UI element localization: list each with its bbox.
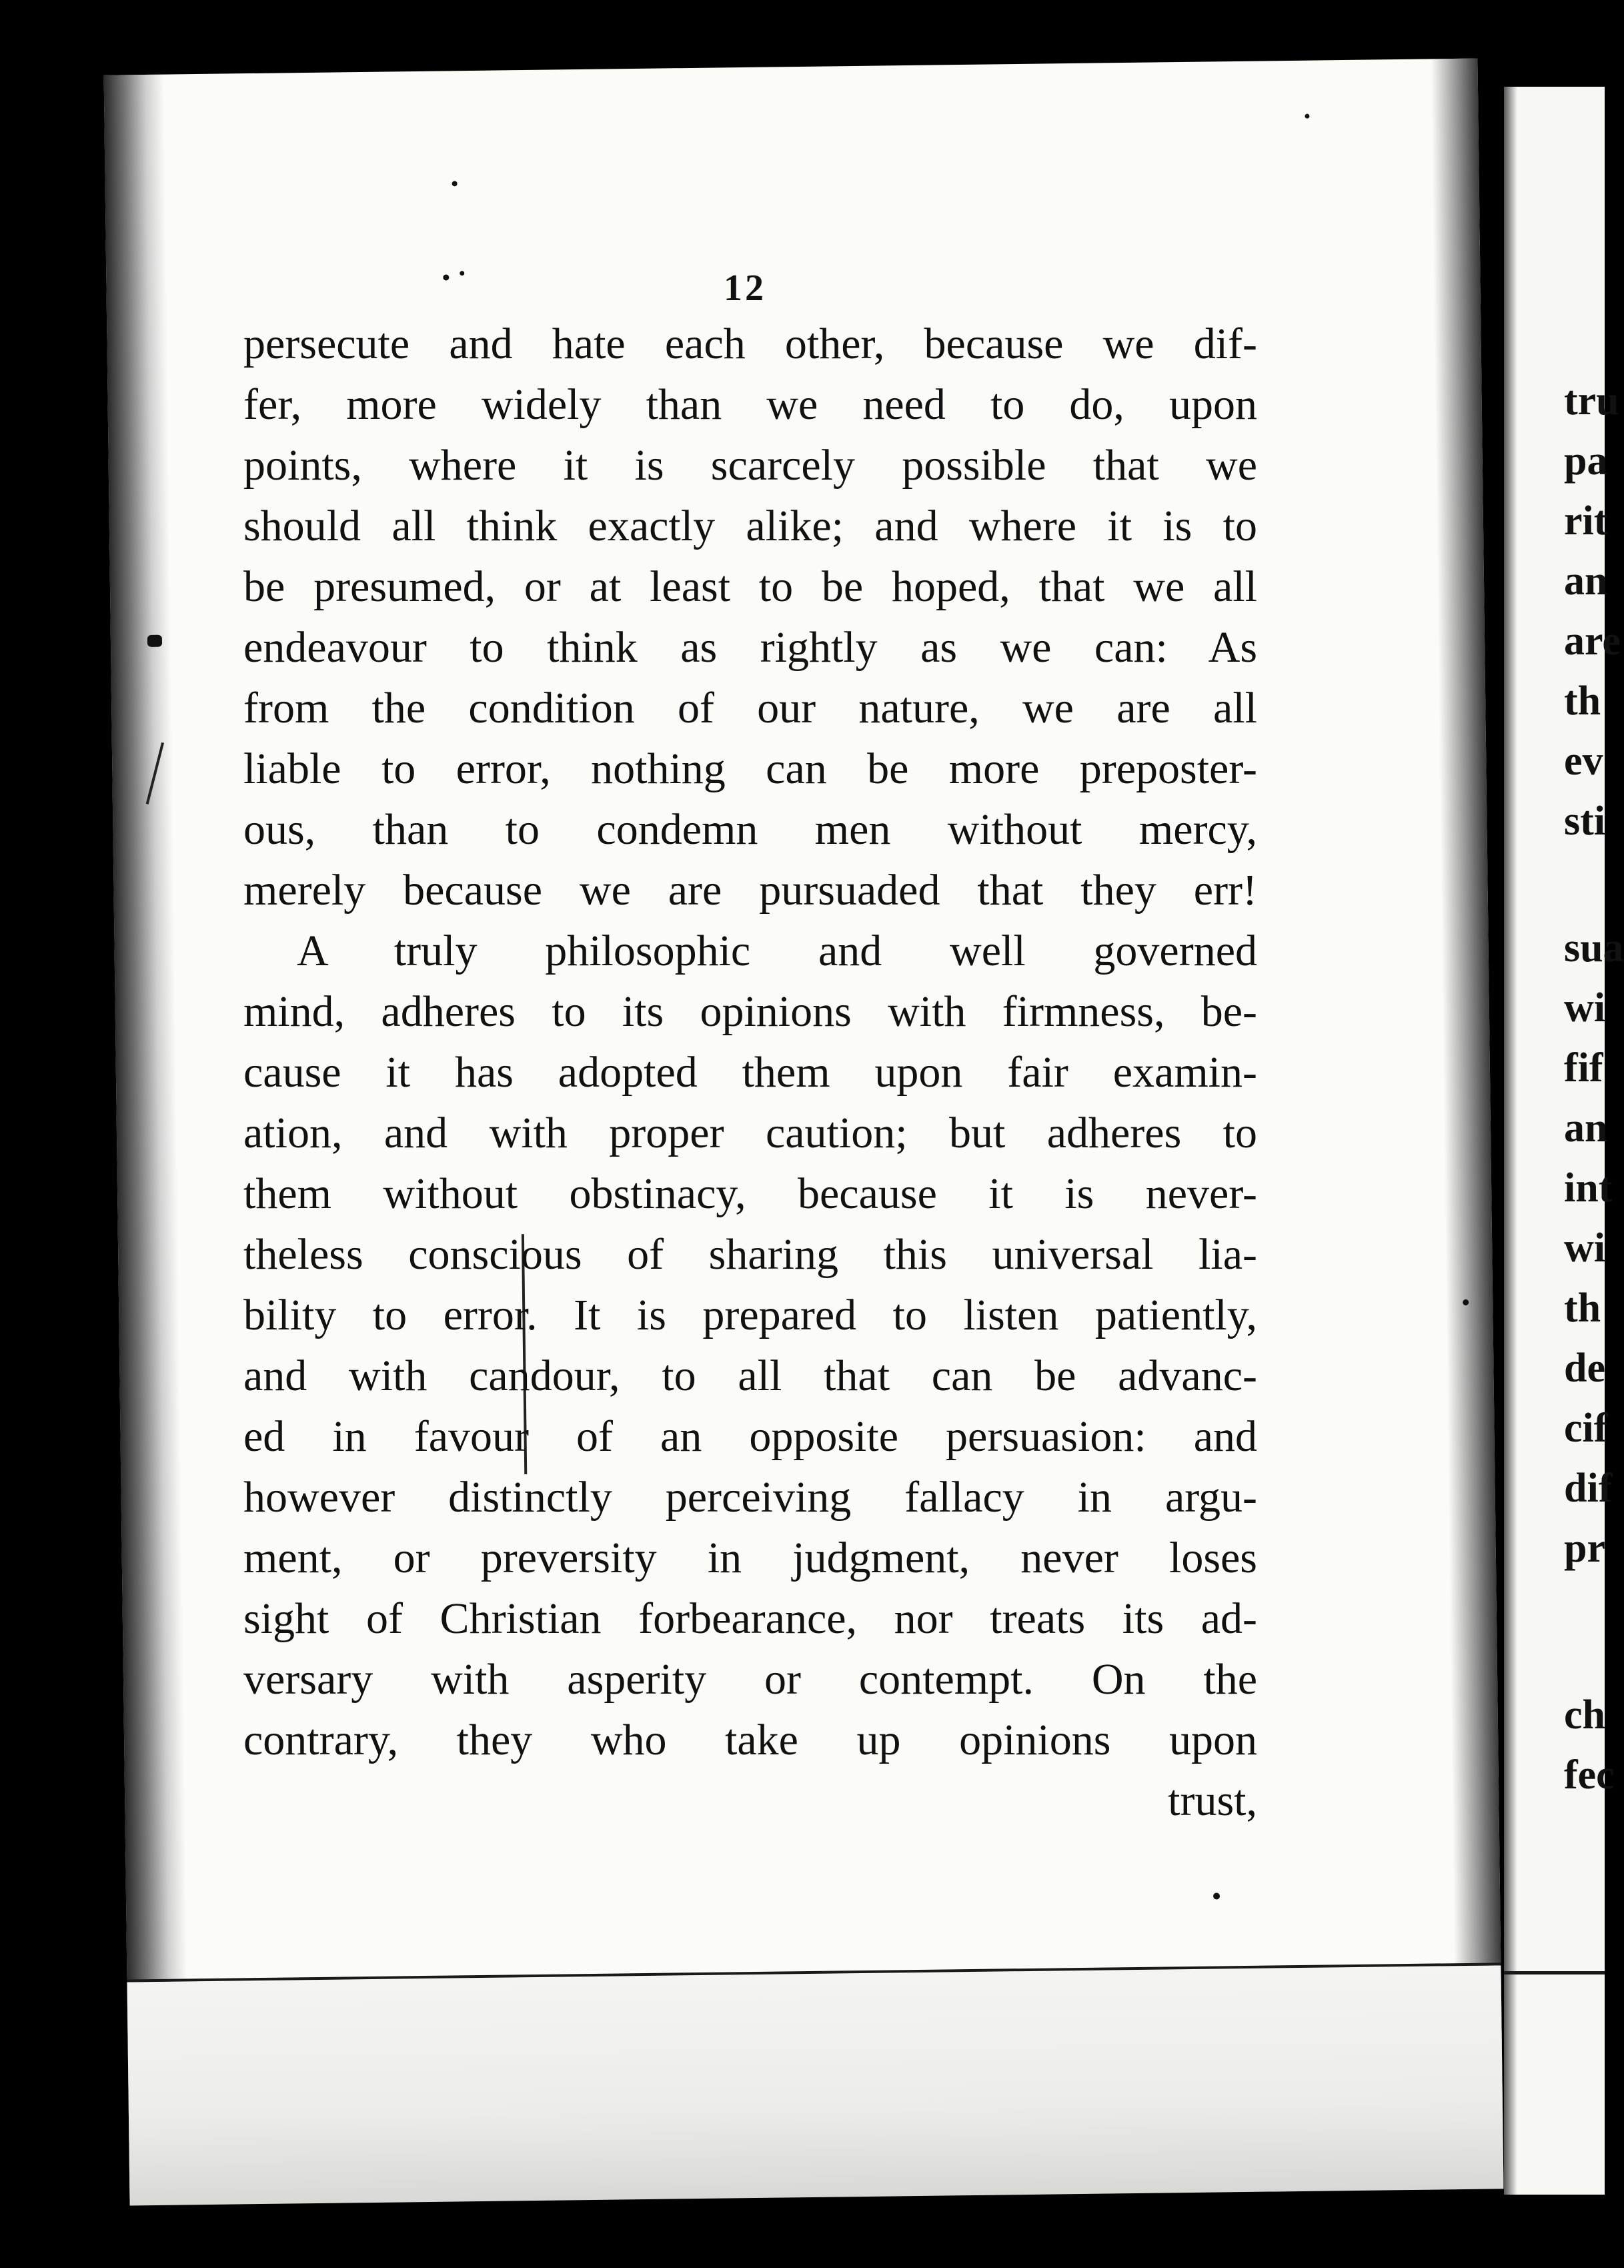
text-line: versary with asperity or contempt. On the [243, 1655, 1257, 1704]
facing-page-rule [1504, 1971, 1605, 1974]
text-line: merely because we are pursuaded that they err! [243, 866, 1257, 915]
scan-speck [452, 181, 458, 186]
text-line: be presumed, or at least to be hoped, that we all [243, 562, 1257, 611]
facing-page-gutter-shadow [1504, 87, 1517, 2195]
scan-speck [1213, 1892, 1220, 1899]
scan-speck [460, 271, 464, 275]
scan-speck [1463, 1299, 1469, 1305]
ink-blot [147, 635, 162, 647]
scan-speck [443, 274, 449, 280]
facing-fragment: sti [1564, 798, 1605, 844]
paragraph-start-line: A truly philosophic and well governed [297, 927, 1257, 975]
facing-page [1504, 87, 1624, 2195]
facing-fragment: ch [1564, 1692, 1605, 1738]
facing-fragment: dif [1564, 1466, 1613, 1511]
facing-fragment: pr [1564, 1526, 1605, 1571]
facing-fragment: th [1564, 678, 1601, 724]
text-line: ed in favour of an opposite persuasion: and [243, 1412, 1257, 1461]
text-line: theless conscious of sharing this universal lia- [243, 1230, 1257, 1279]
catchword: trust, [1168, 1776, 1257, 1825]
facing-fragment: rit [1564, 498, 1608, 544]
body-text [243, 314, 1257, 1831]
facing-fragment: int [1564, 1165, 1613, 1211]
facing-fragment: sua [1564, 925, 1624, 971]
text-line: them without obstinacy, because it is never- [243, 1169, 1257, 1218]
facing-fragment: de [1564, 1345, 1605, 1391]
facing-fragment: ev [1564, 738, 1603, 784]
page-number: 12 [724, 267, 766, 309]
page-bottom-margin [127, 1962, 1503, 2205]
page-gutter-shadow [104, 75, 190, 2203]
text-line: persecute and hate each other, because we dif- [243, 320, 1257, 368]
page-edge-shadow [1431, 59, 1503, 2187]
text-line: fer, more widely than we need to do, upon [243, 380, 1257, 429]
text-line: from the condition of our nature, we are all [243, 684, 1257, 732]
facing-fragment: an [1564, 1105, 1608, 1151]
facing-fragment: an [1564, 558, 1608, 604]
text-line: ment, or preversity in judgment, never loses [243, 1534, 1257, 1582]
facing-fragment: tru [1564, 378, 1619, 424]
facing-fragment: cif [1564, 1405, 1608, 1451]
text-line: mind, adheres to its opinions with firmness, be- [243, 987, 1257, 1036]
text-line: sight of Christian forbearance, nor treats its ad- [243, 1594, 1257, 1643]
text-line: and with candour, to all that can be advanc- [243, 1351, 1257, 1400]
facing-fragment: wi [1564, 1225, 1605, 1271]
facing-fragment: fec [1564, 1752, 1615, 1798]
scan-speck [1305, 114, 1309, 119]
text-line: ous, than to condemn men without mercy, [243, 805, 1257, 854]
text-line: endeavour to think as rightly as we can: As [243, 623, 1257, 672]
text-line: liable to error, nothing can be more preposter- [243, 744, 1257, 793]
facing-fragment: fif [1564, 1045, 1603, 1091]
text-line: however distinctly perceiving fallacy in argu- [243, 1473, 1257, 1522]
facing-fragment: th [1564, 1285, 1601, 1331]
text-line: points, where it is scarcely possible that we [243, 441, 1257, 490]
facing-fragment: pa [1564, 438, 1608, 484]
facing-fragment: are [1564, 618, 1621, 664]
text-line: cause it has adopted them upon fair examin- [243, 1048, 1257, 1097]
text-line: should all think exactly alike; and where it is to [243, 502, 1257, 550]
text-line: contrary, they who take up opinions upon [243, 1716, 1257, 1764]
text-line: ation, and with proper caution; but adheres to [243, 1109, 1257, 1157]
text-line: bility to error. It is prepared to listen patiently, [243, 1291, 1257, 1339]
facing-fragment: wi [1564, 985, 1605, 1031]
